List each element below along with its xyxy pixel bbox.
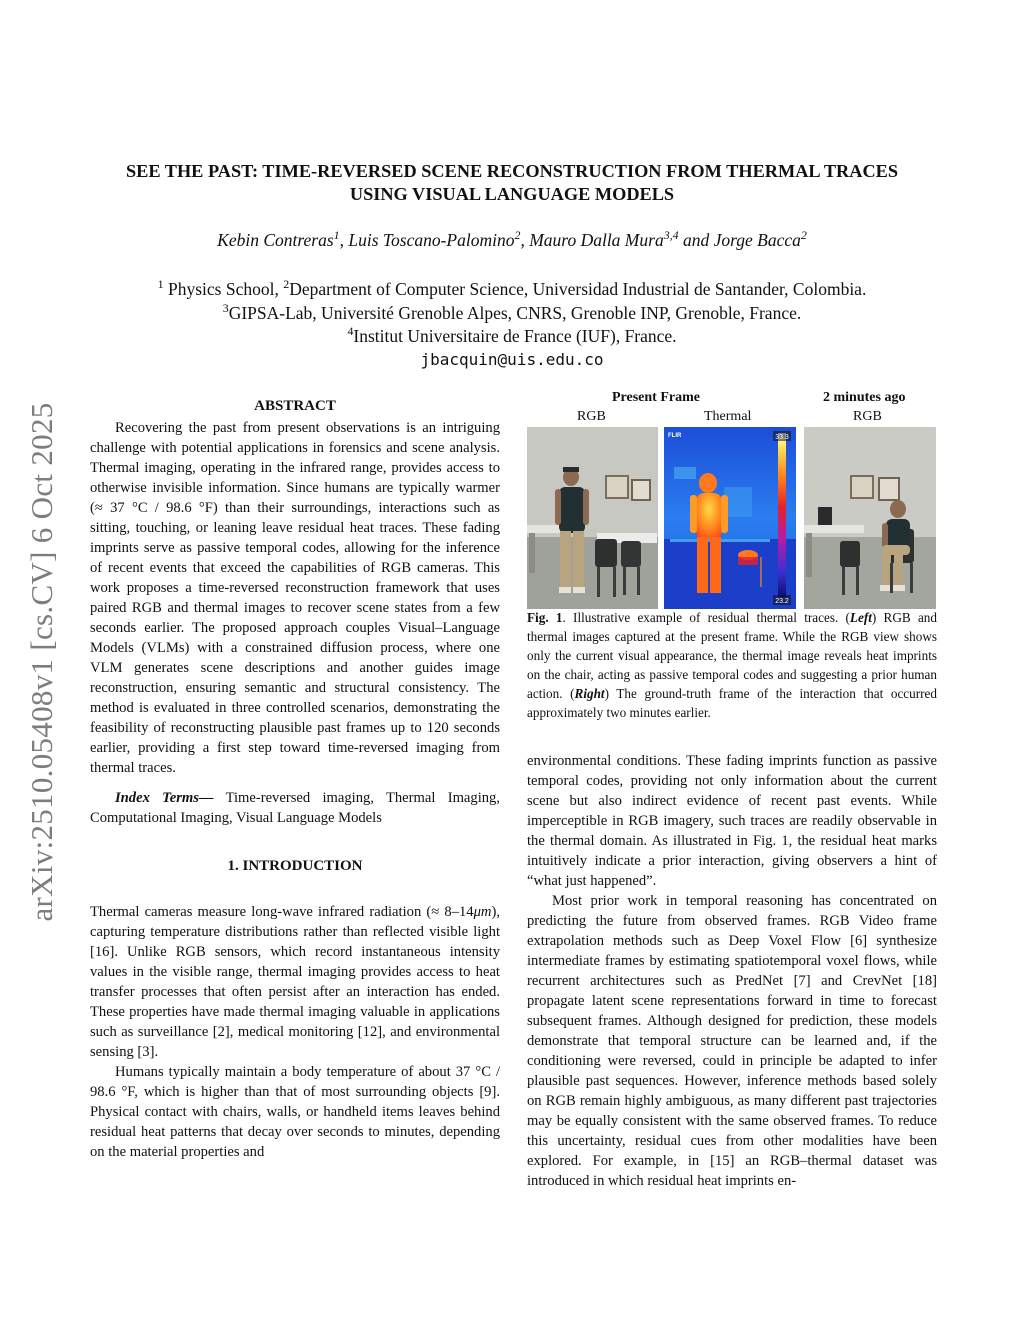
author-name: Kebin Contreras xyxy=(217,230,334,250)
author-affiliation-mark: 3,4 xyxy=(663,228,679,243)
contact-email[interactable]: jbacquin@uis.edu.co xyxy=(420,350,604,369)
title-line-1: SEE THE PAST: TIME-REVERSED SCENE RECONSTRUCTION FROM THERMAL TRACES xyxy=(125,161,899,181)
author-affiliation-mark: 1 xyxy=(333,228,340,243)
affiliation-mark: 2 xyxy=(283,277,290,292)
affiliation-text: Institut Universitaire de France (IUF), France. xyxy=(353,326,677,346)
affiliations xyxy=(80,278,944,349)
author-separator: and xyxy=(678,230,714,250)
author-list xyxy=(80,230,944,251)
intro-p1-start: Thermal cameras measure long-wave infrared radiation (≈ 8–14 xyxy=(90,904,474,920)
author-affiliation-mark: 2 xyxy=(514,228,521,243)
figure-header-present-frame: Present Frame xyxy=(612,390,700,405)
intro-paragraph-2: Humans typically maintain a body temperature of about 37 °C / 98.6 °F, which is higher than that of most surrounding objects [9]. Physical contact with chairs, walls, or handheld items leaves behind residual heat patterns that decay over seconds to minutes, depending on the material properties and xyxy=(90,1064,500,1160)
intro-paragraph-4: Most prior work in temporal reasoning has concentrated on predicting the future from observed frames. RGB Video frame extrapolation methods such as Deep Voxel Flow [6] synthesize intermediate frames by estimating spatiotemporal voxel flows, while recurrent architectures such as PredNet [7] and CrevNet [18] propagate latent scene representations forward in time to forecast subsequent frames. Although designed for prediction, these models demonstrate that temporal structure can be learned and, if the conditioning were reversed, could in principle be adapted to infer plausible past sequences. However, inference methods based solely on RGB remain highly ambiguous, as many different past trajectories may be equally consistent with the same observed frames. To reduce this uncertainty, residual cues from other modalities have been explored. For example, in [15] an RGB–thermal dataset was introduced in which residual heat imprints en- xyxy=(527,893,937,1189)
caption-left-marker: Left xyxy=(849,610,872,625)
flir-logo: FLIR xyxy=(668,433,682,439)
figure-label: Fig. 1 xyxy=(527,610,563,625)
intro-paragraph-3: environmental conditions. These fading imprints function as passive temporal codes, providing not only information about the current scene but also indirect evidence of recent past events. While imperceptible in RGB imagery, such traces are readily observable in the thermal domain. As illustrated in Fig. 1, the residual heat marks intuitively indicate a prior interaction, giving observers a hint of “what just happened”. xyxy=(527,753,937,889)
affiliation-mark: 1 xyxy=(157,277,164,292)
affiliation-mark: 4 xyxy=(347,324,354,339)
affiliation-text: Department of Computer Science, Universidad Industrial de Santander, Colombia. xyxy=(289,279,867,299)
title-line-2: USING VISUAL LANGUAGE MODELS xyxy=(349,184,675,204)
thermal-scale-min: 23.2 xyxy=(775,598,789,605)
intro-paragraph-1 xyxy=(90,902,500,1062)
affiliation-line-1 xyxy=(80,278,944,302)
affiliation-text: Physics School, xyxy=(163,279,284,299)
affiliation-mark: 3 xyxy=(222,300,229,315)
abstract-text: Recovering the past from present observations is an intriguing challenge with potential applications in forensics and scene analysis. Thermal imaging, operating in the infrared range, provides access to otherwise invisible information. Since humans are typically warmer (≈ 37 °C / 98.6 °F) than their surroundings, interactions such as sitting, touching, or leaning leave residual heat traces. These fading imprints serve as passive temporal codes, allowing for the inference of recent events that exceed the capabilities of RGB cameras. This work proposes a time-reversed reconstruction framework that uses paired RGB and thermal images to recover scene states from a few seconds earlier. The proposed approach couples Visual–Language Models (VLMs) with a constrained diffusion process, where one VLM generates scene descriptions and another guides image reconstruction, ensuring semantic and structural consistency. The method is evaluated in three controlled scenarios, demonstrating the feasibility of reconstructing plausible past frames up to 120 seconds earlier, providing a first step toward time-reversed imaging from thermal traces. xyxy=(90,420,500,776)
caption-text: ) The ground-truth frame of the interaction that occurred approximately two minutes earlier. xyxy=(527,686,937,720)
panel-label-thermal: Thermal xyxy=(704,409,752,424)
thermal-scale-max: 33.3 xyxy=(775,434,789,441)
index-terms-text: Time-reversed imaging, Thermal Imaging, Computational Imaging, Visual Language Models xyxy=(90,790,500,826)
author-affiliation-mark: 2 xyxy=(800,228,807,243)
figure-caption xyxy=(527,608,937,722)
rgb-past-scene xyxy=(804,427,936,609)
rgb-present-frame-image xyxy=(527,427,658,609)
thermal-scene xyxy=(664,427,796,609)
author-separator: , xyxy=(520,230,530,250)
rgb-present-scene xyxy=(527,427,658,609)
paper-title xyxy=(80,160,944,206)
affiliation-line-2 xyxy=(80,302,944,326)
intro-p1-unit: μm xyxy=(473,904,492,920)
arxiv-identifier-stamp: arXiv:2510.05408v1 [cs.CV] 6 Oct 2025 xyxy=(24,402,59,922)
caption-text: . Illustrative example of residual thermal traces. ( xyxy=(562,610,850,625)
author-separator: , xyxy=(339,230,349,250)
index-terms-label: Index Terms— xyxy=(115,790,214,806)
left-column xyxy=(90,396,500,1162)
intro-p1-rest: ), capturing temperature distributions rather than reflected visible light [16]. Unlike RGB sensors, which record instantaneous intensity values in the visible range, thermal imaging provides access to heat transfer processes that often persist after an interaction has ended. These properties have made thermal imaging valuable in applications such as surveillance [2], medical monitoring [12], and environmental sensing [3]. xyxy=(90,904,500,1060)
figure-header-two-minutes-ago: 2 minutes ago xyxy=(823,390,906,405)
index-terms xyxy=(90,788,500,828)
introduction-heading: 1. INTRODUCTION xyxy=(227,858,363,874)
author-name: Jorge Bacca xyxy=(713,230,801,250)
caption-right-marker: Right xyxy=(574,686,605,701)
panel-label-rgb-present: RGB xyxy=(577,409,606,424)
affiliation-text: GIPSA-Lab, Université Grenoble Alpes, CNRS, Grenoble INP, Grenoble, France. xyxy=(228,302,802,323)
author-name: Luis Toscano-Palomino xyxy=(348,230,515,250)
abstract-heading: ABSTRACT xyxy=(254,398,336,414)
caption-text: ) RGB and thermal images captured at the present frame. While the RGB view shows only the current visual appearance, the thermal image reveals heat imprints on the chair, acting as passive temporal codes and suggesting a prior human action. ( xyxy=(527,610,937,701)
panel-label-rgb-past: RGB xyxy=(853,409,882,424)
rgb-two-minutes-ago-image xyxy=(804,427,936,609)
right-column xyxy=(527,751,937,1191)
thermal-present-frame-image xyxy=(664,427,796,609)
affiliation-line-3 xyxy=(80,325,944,349)
author-name: Mauro Dalla Mura xyxy=(529,230,664,250)
